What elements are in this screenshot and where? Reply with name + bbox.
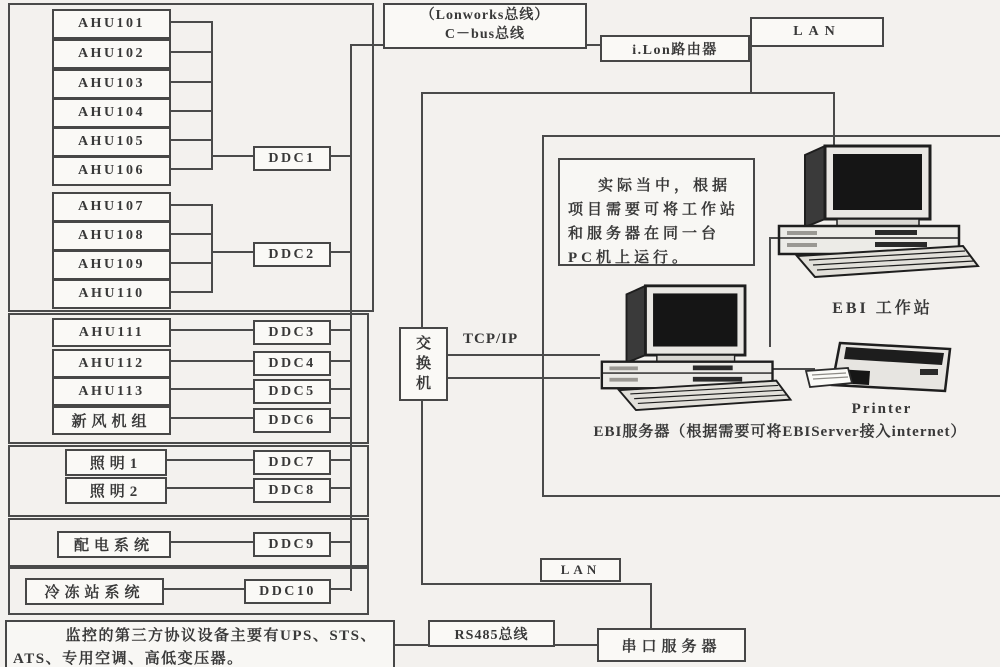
box-ahu111 <box>52 318 171 347</box>
lonworks-line1: （Lonworks总线） <box>420 8 550 24</box>
rs485-label: RS485总线 <box>454 627 529 643</box>
ahu112-label: AHU112 <box>78 355 145 371</box>
chiller-plant-label: 冷冻站系统 <box>44 585 145 601</box>
ahu106-label: AHU106 <box>77 163 146 178</box>
box-ahu107 <box>52 192 171 222</box>
ahu107-label: AHU107 <box>77 199 146 214</box>
ddc9-label: DDC9 <box>268 536 316 552</box>
box-fresh-air-unit <box>52 406 171 435</box>
ddc10-label: DDC10 <box>259 583 316 599</box>
lonworks-line2: C－bus总线 <box>444 27 526 42</box>
station-note-box <box>558 158 755 266</box>
box-ahu109 <box>52 250 171 280</box>
power-distribution-label: 配电系统 <box>73 538 154 554</box>
third-party-note-box <box>5 620 395 667</box>
ddc7-label: DDC7 <box>268 454 316 470</box>
ahu113-label: AHU113 <box>78 383 145 399</box>
ilon-router-box <box>600 35 750 62</box>
box-ddc5 <box>253 379 331 404</box>
box-ahu113 <box>52 377 171 406</box>
box-chiller-plant <box>25 578 164 605</box>
ahu111-label: AHU111 <box>78 324 145 340</box>
box-ahu106 <box>52 156 171 186</box>
tcpip-label: TCP/IP <box>463 331 519 347</box>
ddc4-label: DDC4 <box>268 355 316 371</box>
lan-bottom-box <box>540 558 621 582</box>
ahu103-label: AHU103 <box>77 76 146 91</box>
serial-server-box <box>597 628 746 662</box>
box-ahu104 <box>52 98 171 128</box>
box-ddc4 <box>253 351 331 376</box>
switch-char-1: 交 <box>415 335 431 352</box>
box-ddc8 <box>253 478 331 503</box>
lan-drop-line <box>750 41 752 94</box>
printer-icon <box>800 337 965 403</box>
switch-char-2: 换 <box>415 355 431 372</box>
bottom-lan-line <box>421 583 652 585</box>
station-note-text: 实际当中，根据项目需要可将工作站和服务器在同一台PC机上运行。 <box>568 178 740 266</box>
box-ahu101 <box>52 9 171 39</box>
ahu104-label: AHU104 <box>77 105 146 120</box>
lan-top-box <box>750 17 884 47</box>
server-illustration <box>583 283 798 411</box>
box-ahu102 <box>52 39 171 69</box>
printer-label: Printer <box>851 401 913 417</box>
lighting1-label: 照明1 <box>89 456 143 472</box>
ddc6-label: DDC6 <box>268 412 316 428</box>
ddc2-label: DDC2 <box>268 246 316 262</box>
switch-riser-upper <box>421 92 423 328</box>
ddc3-label: DDC3 <box>268 324 316 340</box>
box-ahu112 <box>52 349 171 378</box>
lan-bottom-label: LAN <box>560 562 601 577</box>
box-ddc9 <box>253 532 331 557</box>
ahu108-label: AHU108 <box>77 228 146 243</box>
ddc1-label: DDC1 <box>268 150 316 166</box>
ahu109-label: AHU109 <box>77 257 146 272</box>
serial-server-label: 串口服务器 <box>621 638 722 655</box>
box-ahu110 <box>52 279 171 309</box>
server-caption: EBI服务器（根据需要可将EBIServer接入internet） <box>593 424 967 440</box>
box-ddc6 <box>253 408 331 433</box>
rs485-bus-box <box>428 620 555 647</box>
ddc5-label: DDC5 <box>268 383 316 399</box>
switch-riser-lower <box>421 396 423 585</box>
box-ddc3 <box>253 320 331 345</box>
printer-illustration <box>800 337 965 403</box>
box-ddc10 <box>244 579 331 604</box>
box-lighting-1 <box>65 449 167 476</box>
ahu110-label: AHU110 <box>78 286 145 301</box>
lan-horizontal-line <box>422 92 835 94</box>
lan-top-label: LAN <box>793 24 841 39</box>
third-party-note-text: 监控的第三方协议设备主要有UPS、STS、ATS、专用空调、高低变压器。 <box>13 628 378 667</box>
workstation-illustration <box>765 143 980 278</box>
ahu105-label: AHU105 <box>77 134 146 149</box>
box-lighting-2 <box>65 477 167 504</box>
box-ddc7 <box>253 450 331 475</box>
switch-char-3: 机 <box>415 375 431 392</box>
box-ddc2 <box>253 242 331 267</box>
lighting2-label: 照明2 <box>89 484 143 500</box>
box-ahu108 <box>52 221 171 251</box>
workstation-label: EBI 工作站 <box>832 300 933 317</box>
switch-box <box>399 327 448 401</box>
box-power-distribution <box>57 531 171 558</box>
desktop-computer-icon <box>583 283 798 411</box>
desktop-computer-icon <box>765 143 980 278</box>
fresh-air-unit-label: 新风机组 <box>71 414 152 430</box>
serial-server-drop-line <box>650 583 652 630</box>
lonworks-bus-label-box <box>383 3 587 49</box>
ahu101-label: AHU101 <box>77 16 146 31</box>
ilon-router-label: i.Lon路由器 <box>632 42 718 58</box>
box-ddc1 <box>253 146 331 171</box>
ahu102-label: AHU102 <box>77 46 146 61</box>
box-ahu105 <box>52 127 171 157</box>
ddc8-label: DDC8 <box>268 482 316 498</box>
box-ahu103 <box>52 69 171 99</box>
